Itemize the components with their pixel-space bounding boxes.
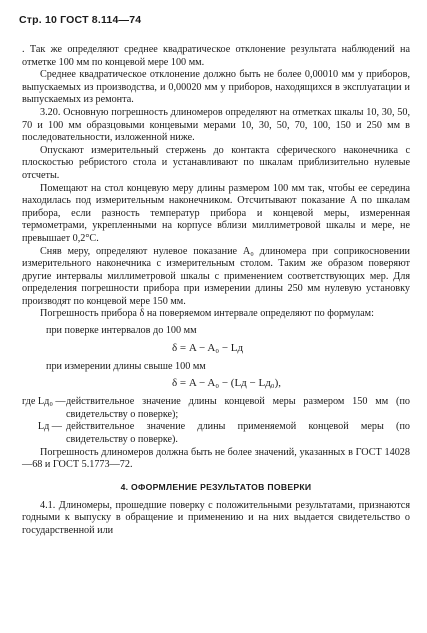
running-head: Стр. 10 ГОСТ 8.114—74	[19, 14, 142, 26]
paragraph-clause-3-20: 3.20. Основную погрешность длиномеров определяют на отметках шкалы 10, 30, 50, 70 и 100 мм образцовыми концевыми мерами 10, 30, 50, 70, 100, 150 и 250 мм в последовательности, изложенной ниже.	[22, 106, 410, 144]
definition-symbol: Lд —	[37, 421, 62, 433]
definition-text: действительное значение длины применяемой концевой меры (по свидетельству о поверке).	[66, 421, 410, 446]
paragraph: Среднее квадратическое отклонение должно быть не более 0,00010 мм у приборов, выпускаемых из производства, и 0,00020 мм у приборов, находящихся в эксплуатации и выпускаемых из ремонта.	[22, 69, 410, 106]
definition-text: действительное значение длины концевой меры размером 150 мм (по свидетельству о поверке);	[66, 396, 410, 420]
paragraph-clause-4-1: 4.1. Длиномеры, прошедшие поверку с положительными результатами, признаются годными к выпуску в обращение и применению и на них выдается свидетельство о государственной или	[22, 499, 410, 536]
formula: δ = A − A₀ − Lд	[172, 341, 244, 354]
paragraph: Погрешность длиномеров должна быть не более значений, указанных в ГОСТ 14028—68 и ГОСТ 5.1773—72.	[22, 446, 410, 471]
paragraph: Погрешность прибора δ на поверяемом интервале определяют по формулам:	[40, 308, 374, 320]
definitions-list	[22, 396, 410, 446]
formula: δ = A − A₀ − (Lд − Lд₀),	[172, 377, 282, 390]
paragraph: Опускают измерительный стержень до контакта сферического наконечника с плоскостью ребристого стола и устанавливают по шкалам приблизительно нулевые отсчеты.	[22, 144, 410, 181]
formula-intro: при поверке интервалов до 100 мм	[46, 325, 197, 337]
paragraph: Помещают на стол концевую меру длины размером 100 мм так, чтобы ее середина находилась под измерительным наконечником. Отсчитывают показание A по шкалам прибора, если разность температур прибора и концевой меры, измеренная термометрами, укрепленными на корпусе вблизи миллиметровой шкалы и мере, не превышает 0,2°С.	[22, 182, 410, 244]
paragraph: . Так же определяют среднее квадратическое отклонение результата наблюдений на отметке 100 мм по концевой мере 100 мм.	[22, 44, 410, 68]
definition-symbol: где Lд₀ —	[22, 396, 66, 408]
section-title: 4. ОФОРМЛЕНИЕ РЕЗУЛЬТАТОВ ПОВЕРКИ	[120, 481, 312, 492]
document-page	[19, 14, 410, 538]
paragraph: Сняв меру, определяют нулевое показание A₀ длиномера при соприкосновении измерительного наконечника с измерительным столом. Таким же образом поверяют другие интервалы миллиметровой шкалы с применением соответствующих мер. Для определения погрешности прибора при измерении длины 250 мм нулевую установку производят по концевой мере 150 мм.	[22, 245, 410, 307]
formula-intro: при измерении длины свыше 100 мм	[46, 360, 206, 372]
